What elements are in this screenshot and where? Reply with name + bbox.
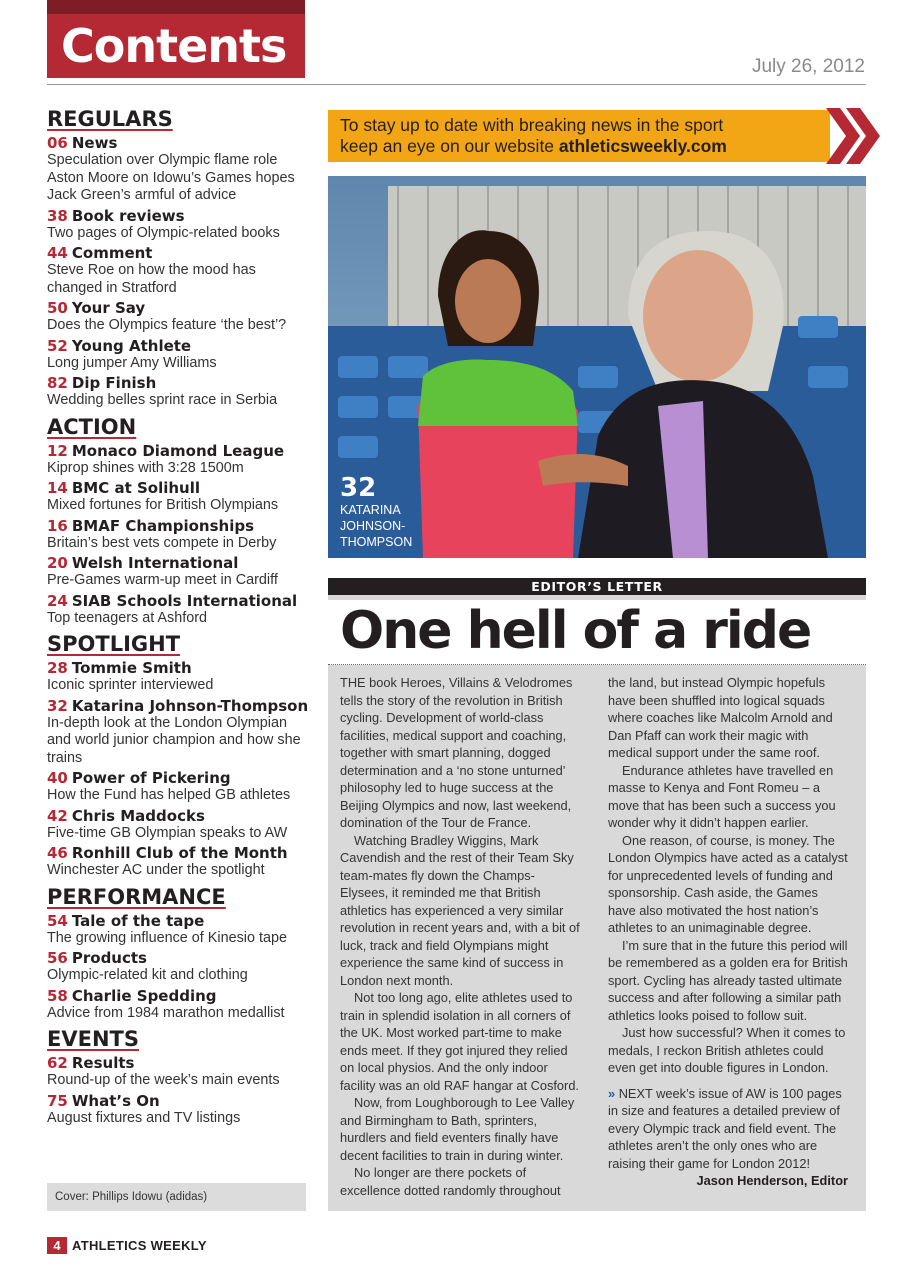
entry-heading — [47, 517, 307, 535]
next-week-note — [608, 1085, 848, 1173]
entry-page-number: 40 — [47, 769, 68, 787]
photo-caption — [340, 474, 430, 550]
entry-heading — [47, 134, 307, 152]
entry-heading — [47, 1092, 307, 1110]
section-heading-events: EVENTS — [47, 1027, 139, 1051]
contents-entry[interactable] — [47, 442, 307, 478]
section-heading-action: ACTION — [47, 414, 137, 439]
entry-page-number: 32 — [47, 696, 68, 715]
contents-entry[interactable] — [47, 949, 307, 985]
entry-page-number: 38 — [47, 206, 68, 225]
entry-page-number: 50 — [47, 299, 68, 317]
contents-entry[interactable] — [47, 479, 307, 515]
entry-description: Two pages of Olympic-related books — [47, 224, 280, 241]
entry-heading — [47, 479, 307, 497]
entry-page-number: 52 — [47, 336, 68, 355]
entry-title: Dip Finish — [71, 374, 157, 392]
section-heading-performance: PERFORMANCE — [47, 884, 226, 909]
entry-title: Book reviews — [71, 206, 185, 225]
next-week-text: NEXT week’s issue of AW is 100 pages in size and features a detailed preview of every Olympic track and field event. The athletes aren’t the only ones who are raising their game for London 2012! — [608, 1085, 842, 1171]
contents-entry[interactable] — [47, 337, 307, 373]
feature-photo[interactable] — [328, 176, 866, 558]
entry-title: What’s On — [71, 1091, 160, 1110]
letter-paragraph: Now, from Loughborough to Lee Valley and Birmingham to Bath, sprinters, hurdlers and field eventers finally have decent facilities to train in during winter. — [340, 1095, 575, 1163]
entry-heading — [47, 912, 307, 930]
contents-entry[interactable] — [47, 517, 307, 553]
section-heading-spotlight: SPOTLIGHT — [47, 632, 181, 656]
letter-paragraph: Endurance athletes have travelled en masse to Kenya and Font Romeu – a move that has been such a success you wonder why it didn’t happen earlier. — [608, 762, 836, 830]
entry-heading — [47, 337, 307, 355]
letter-paragraph: No longer are there pockets of excellence dotted randomly throughout — [340, 1165, 561, 1198]
entry-description: In-depth look at the London Olympian and world junior champion and how she trains — [47, 714, 301, 766]
contents-entry[interactable] — [47, 134, 307, 205]
entry-page-number: 58 — [47, 986, 68, 1005]
photo-page-number: 32 — [340, 473, 377, 503]
entry-heading — [47, 769, 307, 787]
entry-heading — [47, 697, 307, 715]
contents-entry[interactable] — [47, 374, 307, 410]
entry-page-number: 62 — [47, 1054, 68, 1072]
cover-credit: Cover: Phillips Idowu (adidas) — [47, 1183, 306, 1211]
entry-title: BMAF Championships — [71, 516, 255, 535]
entry-description: Five-time GB Olympian speaks to AW — [47, 824, 288, 841]
entry-page-number: 14 — [47, 479, 68, 497]
banner-line-2 — [340, 136, 830, 157]
entry-heading — [47, 299, 307, 317]
letter-column-1 — [340, 674, 580, 1199]
entry-description: Mixed fortunes for British Olympians — [47, 497, 279, 513]
magazine-name: ATHLETICS WEEKLY — [72, 1238, 207, 1253]
contents-entry[interactable] — [47, 912, 307, 948]
entry-description: Long jumper Amy Williams — [47, 354, 217, 371]
entry-description: Round-up of the week’s main events — [47, 1072, 280, 1088]
banner-prefix: keep an eye on our website — [340, 136, 559, 156]
editor-signature: Jason Henderson, Editor — [696, 1173, 848, 1188]
chevron-right-icon — [826, 108, 880, 164]
contents-entry[interactable] — [47, 844, 307, 880]
entry-page-number: 56 — [47, 949, 68, 967]
entry-page-number: 42 — [47, 806, 68, 825]
entry-page-number: 75 — [47, 1091, 68, 1110]
contents-entry[interactable] — [47, 987, 307, 1023]
letter-paragraph: I’m sure that in the future this period will be remembered as a golden era for British sport. Cycling has already tasted ultimate success and after following a similar path athletics looks poised to follow suit. — [608, 937, 848, 1023]
entry-page-number: 44 — [47, 244, 68, 262]
entry-description: August fixtures and TV listings — [47, 1109, 241, 1126]
entry-title: Katarina Johnson-Thompson — [71, 696, 309, 715]
contents-entry[interactable] — [47, 244, 307, 297]
photo-athlete-name: KATARINA JOHNSON-THOMPSON — [340, 503, 413, 549]
entry-description: Steve Roe on how the mood has changed in Stratford — [47, 262, 256, 296]
entry-title: Your Say — [71, 299, 146, 317]
section-heading-regulars: REGULARS — [47, 107, 173, 131]
entry-page-number: 12 — [47, 441, 68, 460]
entry-title: Ronhill Club of the Month — [71, 844, 288, 862]
page-title: Contents — [47, 14, 305, 78]
contents-entry[interactable] — [47, 1092, 307, 1128]
entry-title: Results — [71, 1054, 135, 1072]
entry-heading — [47, 807, 307, 825]
letter-column-2 — [608, 674, 848, 1190]
entry-heading — [47, 374, 307, 392]
entry-description: Pre-Games warm-up meet in Cardiff — [47, 572, 278, 588]
entry-title: Welsh International — [71, 554, 239, 572]
entry-page-number: 28 — [47, 659, 68, 677]
entry-page-number: 16 — [47, 516, 68, 535]
entry-title: SIAB Schools International — [71, 591, 298, 610]
entry-description: The growing influence of Kinesio tape — [47, 929, 287, 946]
letter-paragraph: THE book Heroes, Villains & Velodromes tells the story of the revolution in British cycling. Development of world-class facilities, medical support and coaching, together with smart planning, dogged determination and a ‘no stone unturned’ philosophy led to huge success at the Beijing Olympics and now, last weekend, domination of the Tour de France. — [340, 675, 573, 830]
banner-line-1: To stay up to date with breaking news in the sport — [340, 115, 724, 135]
entry-heading — [47, 442, 307, 460]
letter-paragraph: the land, but instead Olympic hopefuls have been shuffled into logical squads where coaches like Malcolm Arnold and Dan Pfaff can work their magic with medical support under the same roof. — [608, 675, 833, 760]
entry-title: Chris Maddocks — [71, 806, 205, 825]
editors-letter — [328, 578, 866, 1211]
entry-page-number: 24 — [47, 591, 68, 610]
entry-description: Britain’s best vets compete in Derby — [47, 534, 277, 551]
contents-entry[interactable] — [47, 299, 307, 335]
entry-heading — [47, 949, 307, 967]
website-banner[interactable] — [328, 110, 830, 162]
entry-page-number: 46 — [47, 844, 68, 862]
entry-title: Young Athlete — [71, 336, 192, 355]
page-number: 4 — [47, 1237, 67, 1254]
letter-paragraph: Just how successful? When it comes to medals, I reckon British athletes could even get into double figures in London. — [608, 1025, 846, 1075]
entry-heading — [47, 207, 307, 225]
entry-title: Tommie Smith — [71, 659, 192, 677]
entry-page-number: 06 — [47, 134, 68, 152]
entry-description: Winchester AC under the spotlight — [47, 862, 265, 878]
entry-description: How the Fund has helped GB athletes — [47, 787, 291, 803]
editors-letter-label: EDITOR’S LETTER — [328, 578, 866, 595]
entry-heading — [47, 592, 307, 610]
entry-title: Power of Pickering — [71, 769, 231, 787]
entry-heading — [47, 844, 307, 862]
entry-title: News — [71, 134, 118, 152]
contents-entry[interactable] — [47, 769, 307, 805]
contents-entry[interactable] — [47, 554, 307, 590]
header-rule — [47, 84, 866, 85]
entry-title: Charlie Spedding — [71, 986, 217, 1005]
website-link[interactable]: athleticsweekly.com — [558, 136, 727, 156]
entry-description: Does the Olympics feature ‘the best’? — [47, 317, 287, 333]
contents-entry[interactable] — [47, 592, 307, 628]
contents-entry[interactable] — [47, 1054, 307, 1090]
entry-description: Top teenagers at Ashford — [47, 609, 208, 626]
entry-heading — [47, 659, 307, 677]
entry-title: Monaco Diamond League — [71, 441, 285, 460]
entry-title: Comment — [71, 244, 153, 262]
entry-title: Tale of the tape — [71, 911, 205, 930]
entry-title: Products — [71, 949, 147, 967]
entry-title: BMC at Solihull — [71, 479, 201, 497]
entry-description: Speculation over Olympic flame role Aston Moore on Idowu’s Games hopes Jack Green’s armful of advice — [47, 152, 295, 203]
entry-page-number: 20 — [47, 554, 68, 572]
contents-entry[interactable] — [47, 659, 307, 695]
entry-description: Kiprop shines with 3:28 1500m — [47, 459, 244, 476]
entry-description: Olympic-related kit and clothing — [47, 967, 248, 983]
entry-heading — [47, 1054, 307, 1072]
entry-page-number: 54 — [47, 911, 68, 930]
contents-entry[interactable] — [47, 807, 307, 843]
contents-list — [47, 106, 307, 1127]
header-band — [47, 0, 305, 14]
entry-heading — [47, 554, 307, 572]
entry-description: Wedding belles sprint race in Serbia — [47, 392, 278, 408]
entry-page-number: 82 — [47, 374, 68, 392]
entry-description: Iconic sprinter interviewed — [47, 677, 214, 693]
entry-description: Advice from 1984 marathon medallist — [47, 1004, 285, 1021]
contents-entry[interactable] — [47, 697, 307, 768]
entry-heading — [47, 987, 307, 1005]
letter-paragraph: Not too long ago, elite athletes used to train in splendid isolation in all corners of the UK. Most worked part-time to make ends meet. If they got injured they relied on local physios. And the only indoor facility was an old RAF hangar at Cosford. — [340, 990, 579, 1093]
contents-entry[interactable] — [47, 207, 307, 243]
entry-heading — [47, 244, 307, 262]
letter-paragraph: Watching Bradley Wiggins, Mark Cavendish and the rest of their Team Sky team-mates fly down the Champs-Elysees, it reminded me that British athletics has experienced a very similar revolution in recent years and, with a bit of luck, track and field Olympians might experience the same kind of success in London next month. — [340, 832, 580, 988]
editors-letter-headline: One hell of a ride — [328, 600, 866, 665]
next-week-marker: » — [608, 1085, 616, 1101]
issue-date: July 26, 2012 — [751, 56, 865, 77]
letter-paragraph: One reason, of course, is money. The London Olympics have acted as a catalyst for unprecedented levels of funding and sponsorship. Cash aside, the Games have also motivated the host nation’s athletes to an unimaginable degree. — [608, 832, 848, 935]
